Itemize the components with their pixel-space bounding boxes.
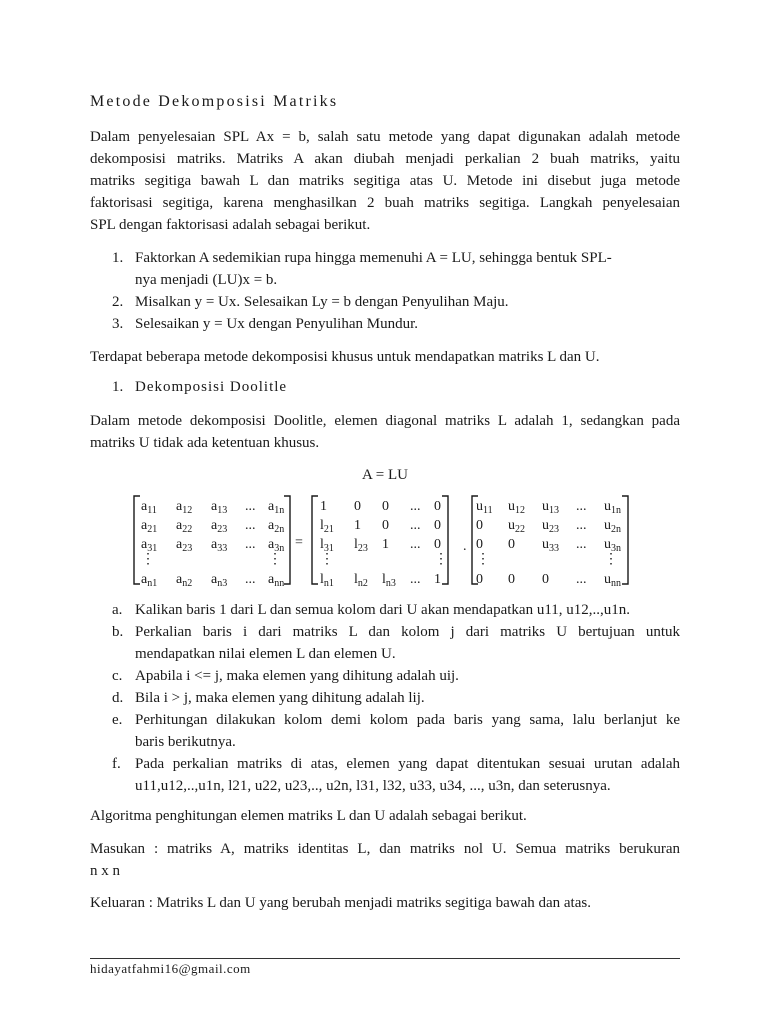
note-letter: d.: [112, 690, 124, 706]
note-text: Kalikan baris 1 dari L dan semua kolom dari U akan mendapatkan u11, u12,..,u1n.: [135, 602, 631, 618]
intro-line: Dalam penyelesaian SPL Ax = b, salah satu metode yang dapat digunakan adalah metode: [90, 129, 680, 145]
step-item: [90, 291, 680, 313]
matrix-u-cell: ⋮: [604, 552, 618, 567]
matrix-a-cell: $a_{3n}$: [268, 537, 285, 554]
algorithm-intro-text: Algoritma penghitungan elemen matriks L dan U adalah sebagai berikut.: [90, 808, 527, 824]
matrix-l-cell: $l_{n1}$: [320, 572, 334, 588]
matrix-l-cell: ...: [410, 518, 421, 533]
matrix-l-cell: ...: [410, 537, 421, 552]
algorithm-intro: [90, 805, 680, 827]
matrix-a-cell: $a_{11}$: [141, 499, 157, 516]
note-text: u11,u12,..,u1n, l21, u22, u23,.., u2n, l31, l32, u33, u34, ..., u3n, dan seterusnya.: [135, 778, 611, 794]
matrix-l-cell: 0: [354, 499, 361, 514]
intro-line: matriks segitiga bawah L dan matriks segitiga atas U. Metode ini disebut juga metode: [90, 173, 680, 189]
matrix-u: [472, 496, 628, 588]
note-item: [90, 621, 680, 665]
matrix-a-cell: $a_{23}$: [176, 537, 193, 554]
note-item: [90, 709, 680, 753]
footer-email: hidayatfahmi16@gmail.com: [90, 961, 251, 976]
matrix-a-cell: ...: [245, 537, 256, 552]
matrix-a-cell: $a_{23}$: [211, 518, 228, 535]
matrix-l-cell: 0: [382, 499, 389, 514]
matrix-l-cell: ...: [410, 499, 421, 514]
matrix-u-cell: 0: [476, 537, 483, 552]
equation-a-lu: A = LU: [362, 467, 408, 483]
steps-list: [90, 247, 680, 335]
matrix-l-cell: 1: [382, 537, 389, 552]
step-text: nya menjadi (LU)x = b.: [135, 272, 278, 288]
input-paragraph: [90, 838, 680, 882]
matrix-l-cell: ...: [410, 572, 421, 587]
notes-list: [90, 599, 680, 797]
note-letter: e.: [112, 712, 123, 728]
note-letter: f.: [112, 756, 121, 772]
matrix-l-cell: ⋮: [434, 552, 448, 567]
doolittle-heading: [90, 379, 680, 396]
matrix-a: [134, 496, 290, 588]
doolittle-label: Dekomposisi Doolitle: [135, 379, 288, 395]
matrix-u-cell: ...: [576, 572, 587, 587]
step-number: 3.: [112, 316, 124, 332]
matrix-a-cell: ...: [245, 499, 256, 514]
input-line: n x n: [90, 863, 120, 879]
matrix-u-cell: ...: [576, 499, 587, 514]
footer: [90, 958, 680, 976]
note-text: Apabila i <= j, maka elemen yang dihitung adalah uij.: [135, 668, 459, 684]
intro-line: SPL dengan faktorisasi adalah sebagai berikut.: [90, 217, 371, 233]
matrix-u-cell: 0: [476, 518, 483, 533]
note-text: mendapatkan nilai elemen L dan elemen U.: [135, 646, 396, 662]
matrix-u-cell: $u_{nn}$: [604, 572, 621, 588]
matrix-a-cell: ...: [245, 572, 256, 587]
matrix-l: [312, 496, 448, 588]
step-item: [90, 247, 680, 291]
matrix-u-cell: $u_{13}$: [542, 499, 559, 516]
matrix-u-cell: 0: [476, 572, 483, 587]
matrix-bracket-right: [442, 496, 448, 584]
matrix-u-cell: $u_{22}$: [508, 518, 525, 535]
matrix-bracket-left: [312, 496, 318, 584]
matrix-u-cell: 0: [542, 572, 549, 587]
note-item: [90, 687, 680, 709]
matrix-bracket-left: [134, 496, 140, 584]
matrix-u-cell: $u_{3n}$: [604, 537, 621, 554]
intro-paragraph: [90, 126, 680, 236]
matrix-l-cell: 0: [434, 499, 441, 514]
step-text: Selesaikan y = Ux dengan Penyulihan Mundur.: [135, 316, 419, 332]
special-methods-paragraph: [90, 346, 680, 368]
matrix-a-cell: $a_{22}$: [176, 518, 193, 535]
matrix-l-cell: 0: [382, 518, 389, 533]
matrix-equation: [130, 492, 650, 588]
matrix-u-cell: $u_{2n}$: [604, 518, 621, 535]
note-item: [90, 599, 680, 621]
matrix-bracket-right: [622, 496, 628, 584]
matrix-a-cell: $a_{33}$: [211, 537, 228, 554]
intro-line: dekomposisi matriks. Matriks A akan diubah menjadi perkalian 2 buah matriks, yaitu: [90, 151, 680, 167]
matrix-bracket-right: [284, 496, 290, 584]
note-letter: c.: [112, 668, 123, 684]
output-paragraph: [90, 892, 680, 914]
step-item: [90, 313, 680, 335]
matrix-u-cell: ⋮: [476, 552, 490, 567]
matrix-u-cell: ...: [576, 518, 587, 533]
doolittle-number: 1.: [112, 379, 124, 395]
step-number: 2.: [112, 294, 124, 310]
matrix-a-cell: ⋮: [268, 552, 282, 567]
note-letter: b.: [112, 624, 124, 640]
matrix-a-cell: $a_{n2}$: [176, 572, 193, 588]
matrix-l-cell: 1: [434, 572, 441, 587]
matrix-a-cell: $a_{1n}$: [268, 499, 285, 516]
note-text: Pada perkalian matriks di atas, elemen yang dapat ditentukan sesuai urutan adalah: [135, 756, 680, 772]
matrix-l-cell: $l_{31}$: [320, 537, 334, 554]
matrix-l-cell: 0: [434, 537, 441, 552]
matrix-u-cell: $u_{1n}$: [604, 499, 621, 516]
matrix-u-cell: 0: [508, 572, 515, 587]
doolittle-desc-line: matriks U tidak ada ketentuan khusus.: [90, 435, 320, 451]
matrix-a-cell: ⋮: [141, 552, 155, 567]
step-number: 1.: [112, 250, 124, 266]
note-text: Perhitungan dilakukan kolom demi kolom pada baris yang sama, lalu berlanjut ke: [135, 712, 680, 728]
matrix-a-cell: ...: [245, 518, 256, 533]
matrix-l-cell: $l_{n3}$: [382, 572, 396, 588]
page-title: Metode Dekomposisi Matriks: [90, 93, 339, 110]
matrix-l-cell: $l_{21}$: [320, 518, 334, 535]
dot-operator: .: [463, 539, 467, 554]
matrix-a-cell: $a_{31}$: [141, 537, 158, 554]
special-methods-text: Terdapat beberapa metode dekomposisi khusus untuk mendapatkan matriks L dan U.: [90, 349, 600, 365]
matrix-a-cell: $a_{21}$: [141, 518, 158, 535]
matrix-a-cell: $a_{n3}$: [211, 572, 228, 588]
doolittle-desc-line: Dalam metode dekomposisi Doolitle, elemen diagonal matriks L adalah 1, sedangkan pada: [90, 413, 680, 429]
matrix-l-cell: 1: [320, 499, 327, 514]
note-text: baris berikutnya.: [135, 734, 236, 750]
note-item: [90, 665, 680, 687]
matrix-l-cell: 0: [434, 518, 441, 533]
doolittle-description: [90, 410, 680, 454]
intro-line: faktorisasi segitiga, karena menghasilkan 2 buah matriks segitiga. Langkah penyelesaian: [90, 195, 680, 211]
matrix-u-cell: 0: [508, 537, 515, 552]
matrix-u-cell: $u_{23}$: [542, 518, 559, 535]
matrix-l-cell: $l_{n2}$: [354, 572, 368, 588]
matrix-a-cell: $a_{12}$: [176, 499, 193, 516]
matrix-l-cell: ⋮: [320, 552, 334, 567]
note-letter: a.: [112, 602, 123, 618]
matrix-u-cell: $u_{33}$: [542, 537, 559, 554]
step-text: Faktorkan A sedemikian rupa hingga memenuhi A = LU, sehingga bentuk SPL-: [135, 250, 612, 266]
note-item: [90, 753, 680, 797]
step-text: Misalkan y = Ux. Selesaikan Ly = b dengan Penyulihan Maju.: [135, 294, 509, 310]
input-line: Masukan : matriks A, matriks identitas L, dan matriks nol U. Semua matriks berukuran: [90, 841, 680, 857]
matrix-u-cell: $u_{11}$: [476, 499, 493, 516]
matrix-a-cell: $a_{13}$: [211, 499, 228, 516]
matrix-a-cell: $a_{nn}$: [268, 572, 285, 588]
matrix-u-cell: ...: [576, 537, 587, 552]
equals-sign: =: [295, 535, 303, 550]
output-text: Keluaran : Matriks L dan U yang berubah menjadi matriks segitiga bawah dan atas.: [90, 895, 591, 911]
matrix-l-cell: 1: [354, 518, 361, 533]
note-text: Perkalian baris i dari matriks L dan kolom j dari matriks U bertujuan untuk: [135, 624, 680, 640]
matrix-u-cell: $u_{12}$: [508, 499, 525, 516]
matrix-a-cell: $a_{n1}$: [141, 572, 158, 588]
matrix-l-cell: $l_{23}$: [354, 537, 368, 554]
matrix-a-cell: $a_{2n}$: [268, 518, 285, 535]
note-text: Bila i > j, maka elemen yang dihitung adalah lij.: [135, 690, 425, 706]
